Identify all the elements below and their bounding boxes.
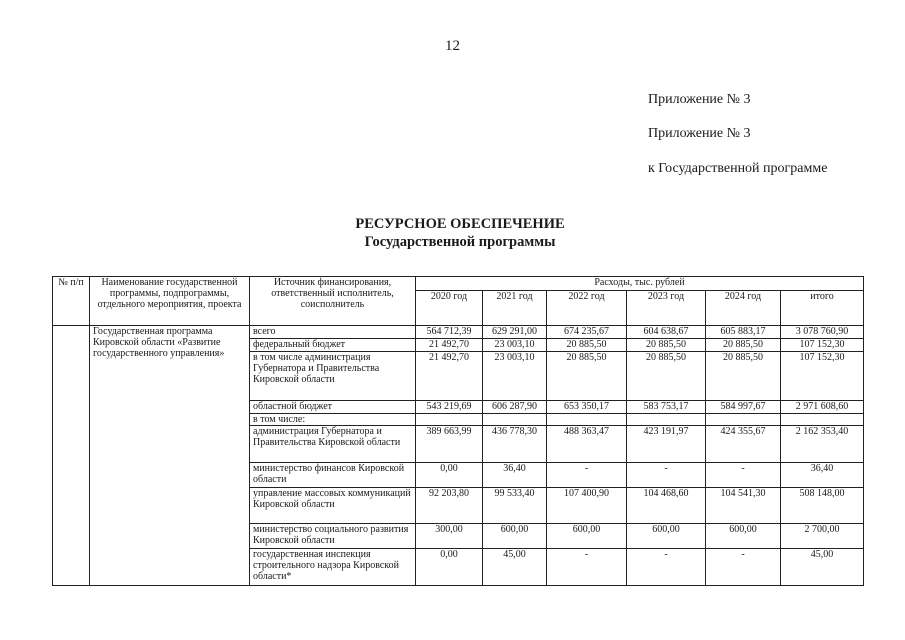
header-year: 2020 год bbox=[416, 291, 483, 326]
value-cell: - bbox=[627, 549, 706, 586]
appendix-line-1: Приложение № 3 bbox=[648, 92, 751, 107]
value-cell: 423 191,97 bbox=[627, 426, 706, 463]
value-cell: 21 492,70 bbox=[416, 339, 483, 352]
value-cell: 629 291,00 bbox=[483, 326, 547, 339]
total-cell: 45,00 bbox=[781, 549, 864, 586]
total-cell: 2 971 608,60 bbox=[781, 401, 864, 414]
value-cell: 605 883,17 bbox=[706, 326, 781, 339]
value-cell: 104 541,30 bbox=[706, 488, 781, 524]
resource-table bbox=[52, 276, 864, 586]
document-subtitle: Государственной программы bbox=[364, 234, 556, 250]
page-number: 12 bbox=[445, 38, 460, 54]
value-cell: 20 885,50 bbox=[706, 339, 781, 352]
header-year: 2023 год bbox=[627, 291, 706, 326]
source-cell: управление массовых коммуникаций Кировской области bbox=[250, 488, 416, 524]
value-cell: 543 219,69 bbox=[416, 401, 483, 414]
source-cell: в том числе администрация Губернатора и Правительства Кировской области bbox=[250, 352, 416, 401]
value-cell: 36,40 bbox=[483, 463, 547, 488]
value-cell: 584 997,67 bbox=[706, 401, 781, 414]
source-cell: федеральный бюджет bbox=[250, 339, 416, 352]
value-cell: 606 287,90 bbox=[483, 401, 547, 414]
header-name: Наименование государственной программы, подпрограммы, отдельного мероприятия, проекта bbox=[90, 277, 250, 326]
value-cell: - bbox=[547, 463, 627, 488]
value-cell: 564 712,39 bbox=[416, 326, 483, 339]
total-cell bbox=[781, 414, 864, 426]
source-cell: всего bbox=[250, 326, 416, 339]
value-cell: 600,00 bbox=[483, 524, 547, 549]
value-cell: 107 400,90 bbox=[547, 488, 627, 524]
table-row bbox=[53, 326, 864, 339]
value-cell: 23 003,10 bbox=[483, 339, 547, 352]
value-cell: 104 468,60 bbox=[627, 488, 706, 524]
document-title: РЕСУРСНОЕ ОБЕСПЕЧЕНИЕ bbox=[355, 216, 565, 232]
value-cell: 436 778,30 bbox=[483, 426, 547, 463]
total-cell: 107 152,30 bbox=[781, 352, 864, 401]
value-cell: 99 533,40 bbox=[483, 488, 547, 524]
total-cell: 107 152,30 bbox=[781, 339, 864, 352]
total-cell: 36,40 bbox=[781, 463, 864, 488]
value-cell: 23 003,10 bbox=[483, 352, 547, 401]
value-cell: 600,00 bbox=[627, 524, 706, 549]
value-cell bbox=[627, 414, 706, 426]
value-cell: 20 885,50 bbox=[627, 352, 706, 401]
value-cell bbox=[706, 414, 781, 426]
value-cell: 20 885,50 bbox=[627, 339, 706, 352]
source-cell: администрация Губернатора и Правительства Кировской области bbox=[250, 426, 416, 463]
header-year: 2022 год bbox=[547, 291, 627, 326]
source-cell: государственная инспекция строительного надзора Кировской области* bbox=[250, 549, 416, 586]
header-expenses: Расходы, тыс. рублей bbox=[416, 277, 864, 291]
value-cell: 20 885,50 bbox=[706, 352, 781, 401]
value-cell: - bbox=[706, 549, 781, 586]
value-cell: 600,00 bbox=[706, 524, 781, 549]
value-cell: 92 203,80 bbox=[416, 488, 483, 524]
value-cell: 674 235,67 bbox=[547, 326, 627, 339]
value-cell: 21 492,70 bbox=[416, 352, 483, 401]
value-cell bbox=[547, 414, 627, 426]
value-cell: - bbox=[547, 549, 627, 586]
value-cell: 20 885,50 bbox=[547, 352, 627, 401]
value-cell: - bbox=[627, 463, 706, 488]
value-cell: 0,00 bbox=[416, 549, 483, 586]
header-total: итого bbox=[781, 291, 864, 326]
value-cell: 389 663,99 bbox=[416, 426, 483, 463]
total-cell: 508 148,00 bbox=[781, 488, 864, 524]
header-year: 2021 год bbox=[483, 291, 547, 326]
value-cell: 583 753,17 bbox=[627, 401, 706, 414]
value-cell bbox=[483, 414, 547, 426]
total-cell: 2 162 353,40 bbox=[781, 426, 864, 463]
value-cell: 488 363,47 bbox=[547, 426, 627, 463]
header-num: № п/п bbox=[53, 277, 90, 326]
header-source: Источник финансирования, ответственный исполнитель, соисполнитель bbox=[250, 277, 416, 326]
row-number-cell bbox=[53, 326, 90, 586]
value-cell: 300,00 bbox=[416, 524, 483, 549]
value-cell: 45,00 bbox=[483, 549, 547, 586]
appendix-line-2: Приложение № 3 bbox=[648, 126, 751, 141]
source-cell: областной бюджет bbox=[250, 401, 416, 414]
value-cell: 653 350,17 bbox=[547, 401, 627, 414]
program-name: Государственная программа Кировской области «Развитие государственного управления» bbox=[90, 326, 250, 586]
total-cell: 2 700,00 bbox=[781, 524, 864, 549]
value-cell: 604 638,67 bbox=[627, 326, 706, 339]
source-cell: в том числе: bbox=[250, 414, 416, 426]
source-cell: министерство финансов Кировской области bbox=[250, 463, 416, 488]
value-cell: 600,00 bbox=[547, 524, 627, 549]
source-cell: министерство социального развития Кировской области bbox=[250, 524, 416, 549]
header-year: 2024 год bbox=[706, 291, 781, 326]
value-cell: 424 355,67 bbox=[706, 426, 781, 463]
value-cell: 20 885,50 bbox=[547, 339, 627, 352]
value-cell: - bbox=[706, 463, 781, 488]
total-cell: 3 078 760,90 bbox=[781, 326, 864, 339]
appendix-line-3: к Государственной программе bbox=[648, 161, 828, 176]
value-cell: 0,00 bbox=[416, 463, 483, 488]
value-cell bbox=[416, 414, 483, 426]
